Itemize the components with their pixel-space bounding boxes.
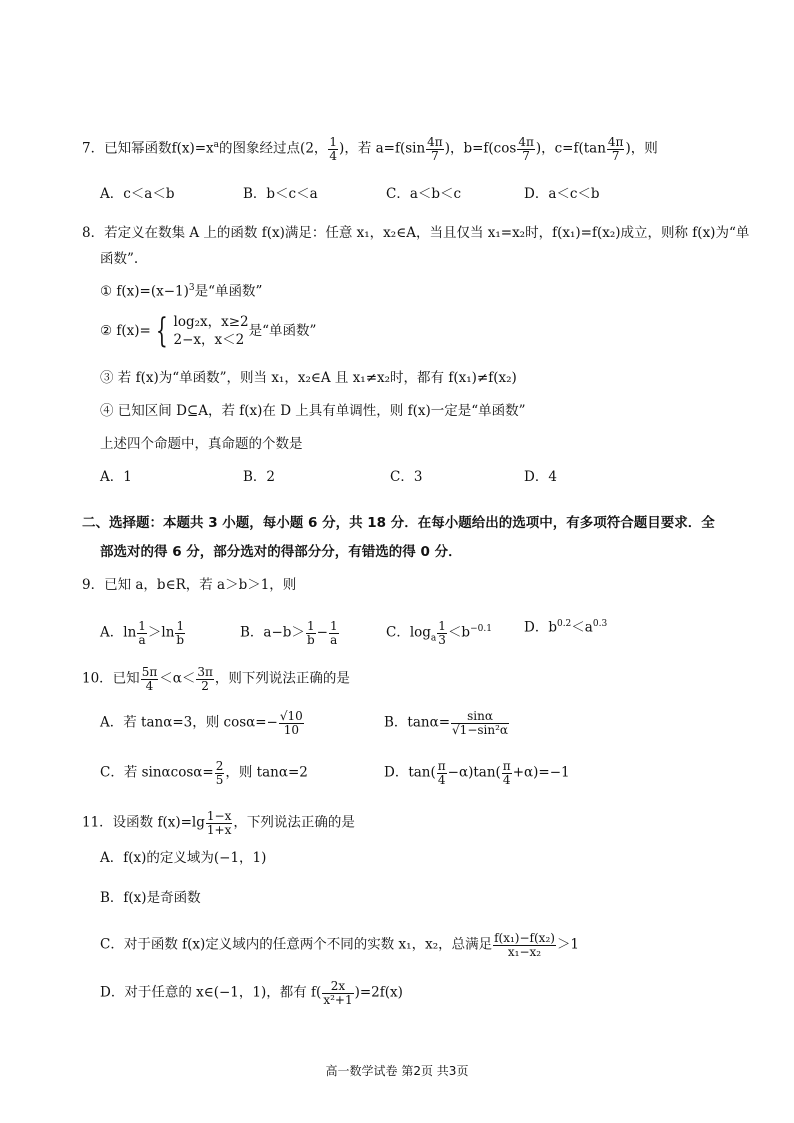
q9-stem: 9．已知 a，b∈R，若 a＞b＞1，则	[82, 577, 297, 593]
q10-option-b: B．tanα= $\frac{\sin\alpha}{\text{√1−sin²α}}$	[384, 709, 509, 737]
q11-option-d: D．对于任意的 x∈(−1，1)，都有 f( $\frac{2x}{\text{x²+1}}$ )=2f(x)	[100, 979, 403, 1007]
q8-option-c: C．3	[390, 469, 423, 485]
q9-option-b: B．a−b＞ $\frac{1}{b}$ − $\frac{1}{a}$	[240, 619, 338, 647]
q8-proposition-2: ② f(x)= { log₂x，x≥2 2−x，x＜2 是“单函数”	[100, 311, 317, 352]
q8-option-d: D．4	[524, 469, 557, 485]
q10-stem: 10．已知 $\frac{5\pi}{4}$ ＜α＜ $\frac{3\pi}{2}$ ，则下列说法正确的是	[82, 665, 350, 693]
page-footer: 高一数学试卷 第2页 共3页	[325, 1064, 469, 1078]
q8-stem-line2: 函数”.	[100, 251, 139, 267]
q10-option-a: A．若 tanα=3，则 cosα=− $\frac{√10}{10}$	[100, 709, 303, 737]
q10-option-c: C．若 sinαcosα= $\frac{2}{5}$ ，则 tanα=2	[100, 759, 308, 787]
q8-proposition-4: ④ 已知区间 D⊆A，若 f(x)在 D 上具有单调性，则 f(x)一定是“单函数”	[100, 403, 526, 419]
q11-option-c: C．对于函数 f(x)定义域内的任意两个不同的实数 x₁，x₂，总满足 $\frac{\text{f(x₁)−f(x₂)}}{\text{x₁−x₂}}$ ＞1	[100, 931, 580, 959]
section-2-heading-line2: 部选对的得 6 分，部分选对的得部分分，有错选的得 0 分．	[100, 544, 462, 560]
q11-option-a: A．f(x)的定义域为(−1，1)	[100, 850, 267, 866]
q10-option-d: D．tan( $\frac{\pi}{4}$ −α)tan( $\frac{\pi}{4}$ +α)=−1	[384, 759, 570, 787]
q11-stem: 11．设函数 f(x)=lg $\frac{1-x}{1+x}$ ，下列说法正确的是	[82, 809, 355, 837]
q7-option-b: B．b＜c＜a	[243, 186, 318, 202]
q9-option-d: D．$b^{0.2}<a^{0.3}$	[524, 619, 608, 636]
q9-option-a: A．ln $\frac{1}{a}$ ＞ln $\frac{1}{b}$	[100, 619, 185, 647]
section-2-heading-line1: 二、选择题：本题共 3 小题，每小题 6 分，共 18 分．在每小题给出的选项中，有多项符合题目要求．全	[82, 515, 715, 531]
q8-proposition-1: ① $f(x)=(x-1)^3$是“单函数”	[100, 283, 263, 300]
q7-stem: 7．已知幂函数$f(x)=x^a$的图象经过点(2， $\frac{1}{4}$ )，若 a=f(sin $\frac{4\pi}{7}$ )，b=f(cos $\frac{4\pi}{7}$ )，c=f(tan $\frac{4\pi}{7}$ )，则	[82, 135, 658, 163]
q8-option-b: B．2	[243, 469, 276, 485]
q7-option-c: C．a＜b＜c	[386, 186, 462, 202]
q9-option-c: C．$\log_a$ $\frac{1}{3}$ $<b^{-0.1}$	[386, 619, 492, 647]
q8-proposition-3: ③ 若 f(x)为“单函数”，则当 x₁，x₂∈A 且 x₁≠x₂时，都有 f(x₁)≠f(x₂)	[100, 370, 517, 386]
q8-stem-line1: 8．若定义在数集 A 上的函数 f(x)满足：任意 x₁，x₂∈A，当且仅当 x₁=x₂时，f(x₁)=f(x₂)成立，则称 f(x)为“单	[82, 225, 750, 241]
brace-symbol: {	[155, 311, 168, 352]
q7-option-a: A．c＜a＜b	[100, 186, 175, 202]
q8-question: 上述四个命题中，真命题的个数是	[100, 436, 303, 452]
q7-option-d: D．a＜c＜b	[524, 186, 600, 202]
q8-option-a: A．1	[100, 469, 132, 485]
q11-option-b: B．f(x)是奇函数	[100, 890, 201, 906]
